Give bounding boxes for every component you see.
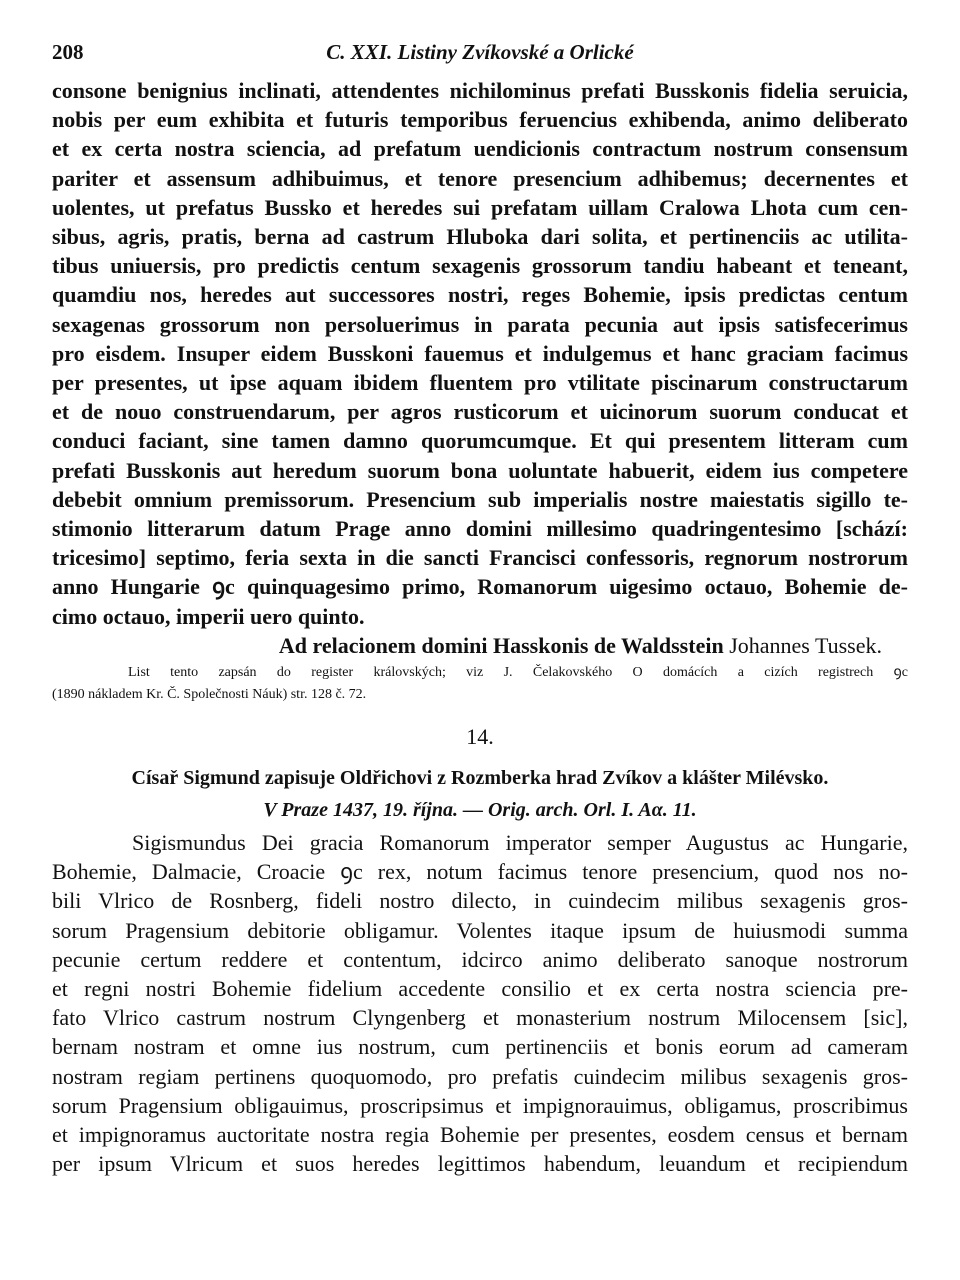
text-line: uolentes, ut prefatus Bussko et heredes sui prefatam uillam Cralowa Lhota cum cen-	[52, 194, 908, 220]
text-line: cimo octauo, imperii uero quinto.	[52, 603, 365, 629]
text-line: tricesimo] septimo, feria sexta in die sancti Francisci confessoris, regnorum nostrorum	[52, 545, 908, 571]
text-line: consone benignius inclinati, attendentes nichilominus prefati Busskonis fidelia seruicia,	[52, 78, 908, 103]
document-title: Císař Sigmund zapisuje Oldřichovi z Rozmberka hrad Zvíkov a klášter Milévsko.	[131, 767, 829, 790]
text-line: anno Hungarie ꝯc quinquagesimo primo, Romanorum uigesimo octauo, Bohemie de-	[52, 574, 908, 600]
text-line: bernam nostram et omne ius nostrum, cum pertinenciis et bonis eorum ad cameram	[52, 1034, 908, 1060]
text-line: nobis per eum exhibita et futuris temporibus feruencius exhibenda, animo deliberato	[52, 107, 908, 133]
signature-lead: Ad relacionem domini Hasskonis de Waldsstein	[278, 632, 724, 658]
page-number: 208	[52, 40, 84, 64]
text-line: et impignoramus auctoritate nostra regia Bohemie per presentes, eosdem census et bernam	[52, 1122, 908, 1148]
text-line: quamdiu nos, heredes aut successores nostri, reges Bohemie, ipsis predictas centum	[52, 282, 908, 308]
text-line: sexagenas grossorum non persoluerimus in parata pecunia aut ipsis satisfecerimus	[52, 311, 908, 337]
text-line: et de nouo construendarum, per agros rusticorum et uicinorum suorum conducat et	[52, 399, 908, 425]
text-line: sorum Pragensium debitorie obligamur. Volentes itaque ipsum de huiusmodi summa	[52, 917, 908, 943]
chapter-title: C. XXI. Listiny Zvíkovské a Orlické	[326, 40, 634, 64]
text-line: nostram regiam pertinens quoquomodo, pro prefatis cuindecim milibus sexagenis gros-	[52, 1063, 908, 1089]
signature-name: Johannes Tussek.	[729, 632, 882, 658]
signature-line	[52, 631, 908, 660]
text-line: sorum Pragensium obligauimus, proscripsimus et impignorauimus, obligamus, proscribimus	[52, 1092, 908, 1118]
text-line: Sigismundus Dei gracia Romanorum imperator semper Augustus ac Hungarie,	[132, 830, 908, 856]
text-line: fato Vlrico castrum nostrum Clyngenberg et monasterium nostrum Milocensem [sic],	[52, 1005, 908, 1031]
text-line: et regni nostri Bohemie fidelium accedente consilio et ex certa nostra sciencia pre-	[52, 976, 908, 1002]
note-line: (1890 nákladem Kr. Č. Společnosti Náuk) str. 128 č. 72.	[52, 687, 367, 703]
text-line: tibus uniuersis, pro predictis centum sexagenis grossorum tandiu habeant et teneant,	[52, 253, 908, 279]
text-line: debebit omnium premissorum. Presencium sub imperialis nostre maiestatis sigillo te-	[52, 486, 908, 512]
running-head	[52, 40, 908, 76]
document-number: 14.	[466, 724, 494, 750]
text-line: prefati Busskonis aut heredum suorum bona uoluntate habuerit, eidem ius competere	[52, 457, 908, 483]
text-line: bili Vlrico de Rosnberg, fideli nostro dilecto, in cuindecim milibus sexagenis gros-	[52, 888, 908, 914]
text-line: conduci faciant, sine tamen damno quorumcumque. Et qui presentem litteram cum	[52, 428, 908, 454]
text-line: Bohemie, Dalmacie, Croacie ꝯc rex, notum facimus tenore presencium, quod nos no-	[52, 859, 908, 885]
note-line: List tento zapsán do register královských; viz J. Čelakovského O domácích a cizích registrech ꝯc	[128, 665, 908, 681]
text-line: per presentes, ut ipse aquam ibidem fluentem pro vtilitate piscinarum constructarum	[52, 370, 908, 396]
text-line: per ipsum Vlricum et suos heredes legittimos habendum, leuandum et recipiendum	[52, 1151, 908, 1177]
text-line: stimonio litterarum datum Prage anno domini millesimo quadringentesimo [schází:	[52, 516, 908, 542]
document-date: V Praze 1437, 19. října. — Orig. arch. Orl. I. Aα. 11.	[263, 799, 697, 822]
document-body	[52, 828, 908, 1178]
text-line: pecunie certum reddere et contentum, idcirco animo deliberato sanoque nostrorum	[52, 946, 908, 972]
previous-document-body	[52, 76, 908, 631]
text-line: sibus, agris, pratis, berna ad castrum Hluboka dari solita, et pertinenciis ac utilita-	[52, 224, 908, 250]
book-page	[52, 40, 908, 1179]
editorial-note	[52, 662, 908, 706]
text-line: pro eisdem. Insuper eidem Busskoni fauemus et indulgemus et hanc graciam facimus	[52, 340, 908, 366]
text-line: et ex certa nostra sciencia, ad prefatum uendicionis contractum nostrum consensum	[52, 136, 908, 162]
text-line: pariter et assensum adhibuimus, et tenore presencium adhibemus; decernentes et	[52, 165, 908, 191]
